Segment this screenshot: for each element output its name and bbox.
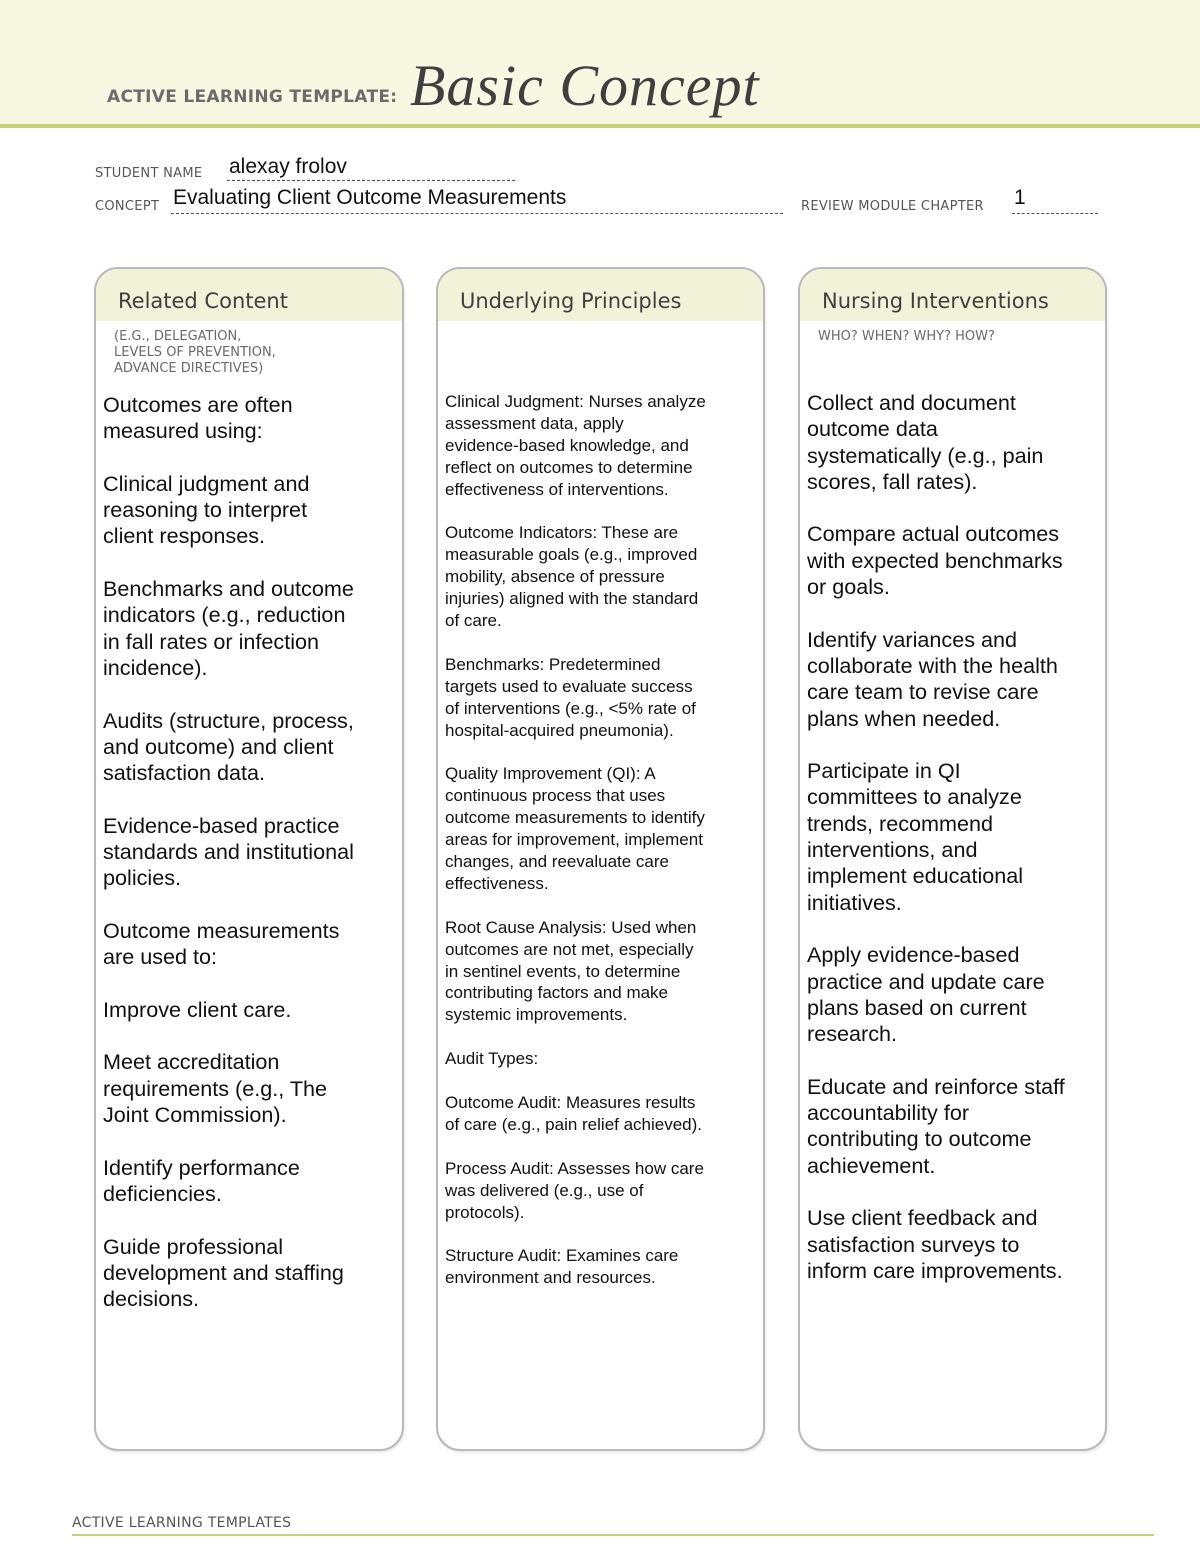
review-module-field[interactable]: 1 <box>1014 186 1026 209</box>
student-name-field[interactable]: alexay frolov <box>229 155 347 178</box>
footer-rule <box>72 1534 1154 1536</box>
nursing-interventions-subtitle: WHO? WHEN? WHY? HOW? <box>818 329 995 344</box>
concept-field[interactable]: Evaluating Client Outcome Measurements <box>173 186 567 209</box>
nursing-interventions-body[interactable]: Collect and document outcome data systematically (e.g., pain scores, fall rates). Compare actual outcomes with expected benchmarks or goals. Identify variances and collaborate with the health care team to revise care plans when needed. Participate in QI committees to analyze trends, recommend interventions, and implement educational initiatives. Apply evidence-based practice and update care plans based on current research. Educate and reinforce staff accountability for contributing to outcome achievement. Use client feedback and satisfaction surveys to inform care improvements. <box>807 390 1065 1283</box>
student-name-underline <box>227 180 515 181</box>
template-label: ACTIVE LEARNING TEMPLATE: <box>107 87 398 107</box>
header-rule <box>0 124 1200 128</box>
page-title: Basic Concept <box>410 53 760 118</box>
related-content-header <box>96 269 402 323</box>
footer-label: ACTIVE LEARNING TEMPLATES <box>72 1515 292 1531</box>
underlying-principles-header <box>438 269 763 323</box>
nursing-interventions-header <box>800 269 1105 323</box>
related-content-title: Related Content <box>118 289 288 313</box>
review-module-underline <box>1012 213 1098 214</box>
underlying-principles-card <box>436 267 765 1451</box>
nursing-interventions-title: Nursing Interventions <box>822 289 1049 313</box>
review-module-label: REVIEW MODULE CHAPTER <box>801 199 984 214</box>
underlying-principles-body[interactable]: Clinical Judgment: Nurses analyze assessment data, apply evidence-based knowledge, and reflect on outcomes to determine effectiveness of interventions. Outcome Indicators: These are measurable goals (e.g., improved mobility, absence of pressure injuries) aligned with the standard of care. Benchmarks: Predetermined targets used to evaluate success of interventions (e.g., <5% rate of hospital-acquired pneumonia). Quality Improvement (QI): A continuous process that uses outcome measurements to identify areas for improvement, implement changes, and reevaluate care effectiveness. Root Cause Analysis: Used when outcomes are not met, especially in sentinel events, to determine contributing factors and make systemic improvements. Audit Types: Outcome Audit: Measures results of care (e.g., pain relief achieved). Process Audit: Assesses how care was delivered (e.g., use of protocols). Structure Audit: Examines care environment and resources. <box>445 392 706 1288</box>
concept-label: CONCEPT <box>95 199 160 214</box>
nursing-interventions-card <box>798 267 1107 1451</box>
related-content-subtitle: (E.G., DELEGATION, LEVELS OF PREVENTION, ADVANCE DIRECTIVES) <box>114 329 276 376</box>
student-name-label: STUDENT NAME <box>95 166 203 181</box>
related-content-card <box>94 267 404 1451</box>
related-content-body[interactable]: Outcomes are often measured using: Clinical judgment and reasoning to interpret client responses. Benchmarks and outcome indicators (e.g., reduction in fall rates or infection incidence). Audits (structure, process, and outcome) and client satisfaction data. Evidence-based practice standards and institutional policies. Outcome measurements are used to: Improve client care. Meet accreditation requirements (e.g., The Joint Commission). Identify performance deficiencies. Guide professional development and staffing decisions. <box>103 392 354 1312</box>
concept-underline <box>171 213 783 214</box>
underlying-principles-title: Underlying Principles <box>460 289 682 313</box>
